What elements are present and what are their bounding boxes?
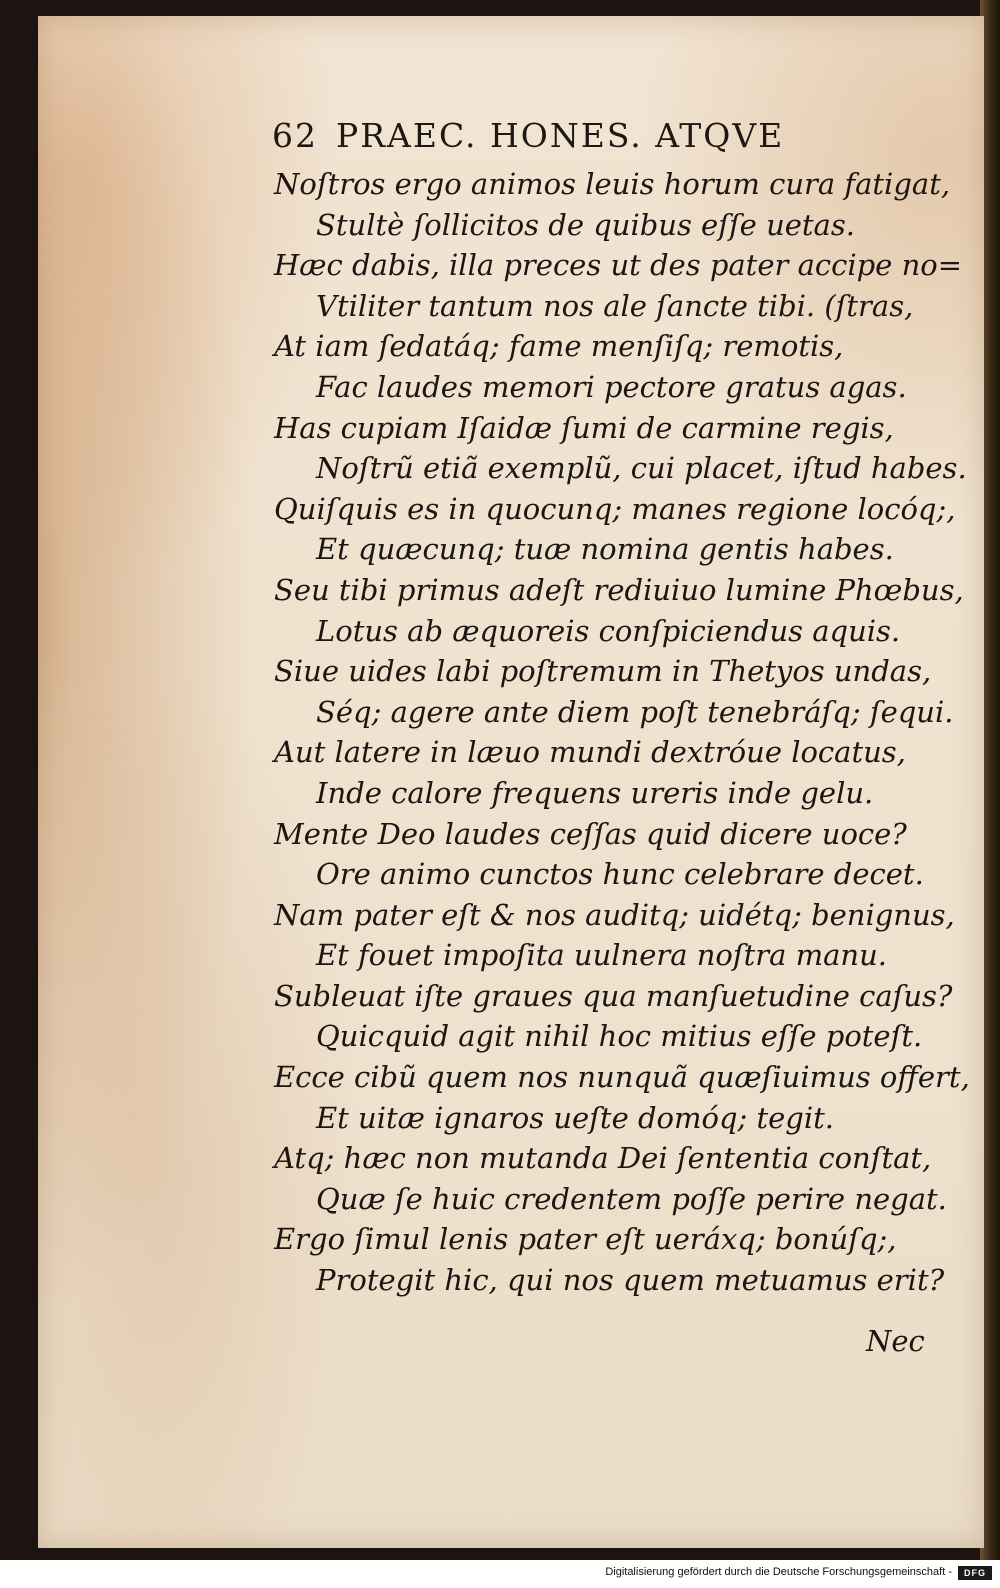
verse-line: Et quæcunq; tuæ nomina gentis habes. bbox=[316, 532, 894, 567]
verse-line: Quiſquis es in quocunq; manes regione locóq;, bbox=[274, 491, 956, 526]
verse-line: Inde calore frequens ureris inde gelu. bbox=[316, 775, 874, 810]
dfg-logo-icon: DFG bbox=[958, 1566, 992, 1580]
verse-line: Fac laudes memori pectore gratus agas. bbox=[316, 369, 907, 404]
verse-line: Nam pater eſt & nos auditq; uidétq; benignus, bbox=[274, 897, 955, 932]
verse-line: Siue uides labi poſtremum in Thetyos undas, bbox=[274, 654, 932, 689]
verse-line: Atq; hæc non mutanda Dei ſententia conſtat, bbox=[274, 1141, 932, 1176]
verse-line: Quicquid agit nihil hoc mitius eſſe poteſt. bbox=[316, 1019, 923, 1054]
verse-line: Ergo ſimul lenis pater eſt ueráxq; bonúſq;, bbox=[274, 1222, 897, 1257]
verse-line: Subleuat iſte graues qua manſuetudine caſus? bbox=[274, 978, 953, 1013]
verse-line: Séq; agere ante diem poſt tenebráſq; ſequi. bbox=[316, 694, 954, 729]
verse-line: Aut latere in læuo mundi dextróue locatus, bbox=[274, 735, 906, 770]
verse-line: Noſtros ergo animos leuis horum cura fatigat, bbox=[274, 167, 951, 201]
verse-line: Ecce cibũ quem nos nunquã quæſiuimus offert, bbox=[274, 1060, 970, 1095]
running-head-title: PRAEC. HONES. ATQVE bbox=[336, 116, 785, 155]
verse-line: Ore animo cunctos hunc celebrare decet. bbox=[316, 857, 924, 892]
page-number: 62 bbox=[272, 116, 318, 155]
running-header bbox=[272, 116, 784, 155]
verse-line: Et fouet impoſita uulnera noſtra manu. bbox=[316, 938, 888, 973]
verse-line: Has cupiam Iſaidæ ſumi de carmine regis, bbox=[274, 410, 894, 445]
funding-credit: Digitalisierung gefördert durch die Deutsche Forschungsgemeinschaft - bbox=[605, 1566, 952, 1578]
verse-line: Protegit hic, qui nos quem metuamus erit? bbox=[316, 1263, 945, 1298]
verse-list bbox=[274, 164, 974, 1301]
verse-line: Mente Deo laudes ceſſas quid dicere uoce? bbox=[274, 816, 907, 851]
verse-line: Lotus ab æquoreis conſpiciendus aquis. bbox=[316, 613, 901, 648]
verse-line: Stultè ſollicitos de quibus eſſe uetas. bbox=[316, 207, 855, 242]
verse-line: Seu tibi primus adeſt rediuiuo lumine Phœbus, bbox=[274, 572, 964, 607]
verse-line: Hæc dabis, illa preces ut des pater accipe no= bbox=[274, 248, 962, 283]
verse-line: Vtiliter tantum nos ale ſancte tibi. (ſtras, bbox=[316, 288, 914, 323]
verse-line: Et uitæ ignaros ueſte domóq; tegit. bbox=[316, 1100, 835, 1135]
verse-line: At iam ſedatáq; fame menſiſq; remotis, bbox=[274, 329, 844, 364]
footer-bar bbox=[0, 1560, 1000, 1588]
verse-line: Quæ ſe huic credentem poſſe perire negat. bbox=[316, 1181, 947, 1216]
book-page bbox=[38, 16, 984, 1548]
verse-line: Noſtrũ etiã exemplũ, cui placet, iſtud habes. bbox=[316, 451, 967, 486]
catchword: Nec bbox=[866, 1324, 925, 1358]
